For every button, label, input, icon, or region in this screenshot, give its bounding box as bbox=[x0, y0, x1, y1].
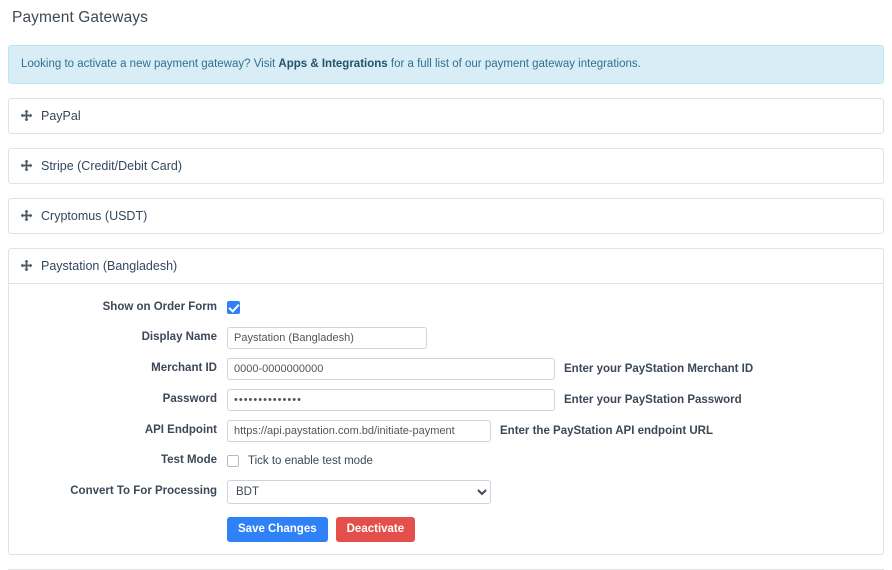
gateway-name-paystation: Paystation (Bangladesh) bbox=[41, 258, 178, 273]
deactivate-button[interactable]: Deactivate bbox=[336, 517, 416, 542]
help-merchant-id: Enter your PayStation Merchant ID bbox=[564, 362, 754, 375]
gateway-header-paypal[interactable] bbox=[9, 99, 883, 133]
form-row-convert-to bbox=[21, 480, 871, 504]
password-input[interactable]: •••••••••••••• bbox=[227, 389, 555, 411]
show-on-order-form-checkbox[interactable] bbox=[227, 301, 240, 314]
label-api-endpoint: API Endpoint bbox=[144, 424, 217, 437]
label-display-name: Display Name bbox=[141, 331, 217, 344]
form-actions bbox=[227, 517, 871, 542]
info-banner-text-before: Looking to activate a new payment gateway? Visit bbox=[21, 58, 279, 70]
gateway-panel-paypal bbox=[8, 98, 884, 134]
drag-handle-icon[interactable] bbox=[21, 110, 32, 121]
label-test-mode: Test Mode bbox=[160, 454, 217, 467]
gateway-name-stripe: Stripe (Credit/Debit Card) bbox=[41, 158, 183, 173]
help-api-endpoint: Enter the PayStation API endpoint URL bbox=[500, 424, 713, 437]
gateway-header-cryptomus[interactable] bbox=[9, 199, 883, 233]
help-password: Enter your PayStation Password bbox=[564, 393, 742, 406]
display-name-input[interactable] bbox=[227, 327, 427, 349]
gateway-header-paystation[interactable] bbox=[9, 249, 883, 283]
info-banner bbox=[8, 45, 884, 84]
gateway-panel-paystation bbox=[8, 248, 884, 555]
api-endpoint-input[interactable] bbox=[227, 420, 491, 442]
gateway-name-paypal: PayPal bbox=[41, 108, 81, 123]
form-row-display-name bbox=[21, 327, 871, 349]
form-row-password bbox=[21, 389, 871, 411]
gateway-list bbox=[8, 98, 884, 555]
drag-handle-icon[interactable] bbox=[21, 210, 32, 221]
paystation-settings-form bbox=[9, 283, 883, 554]
gateway-panel-stripe bbox=[8, 148, 884, 184]
form-row-test-mode bbox=[21, 451, 871, 471]
bottom-divider bbox=[8, 569, 884, 570]
gateway-panel-cryptomus bbox=[8, 198, 884, 234]
convert-to-select[interactable] bbox=[227, 480, 491, 504]
form-row-api-endpoint bbox=[21, 420, 871, 442]
save-changes-button[interactable]: Save Changes bbox=[227, 517, 328, 542]
label-merchant-id: Merchant ID bbox=[151, 362, 217, 375]
test-mode-checkbox[interactable] bbox=[227, 455, 239, 467]
form-row-show-on-order-form bbox=[21, 298, 871, 318]
label-password: Password bbox=[162, 393, 217, 406]
apps-integrations-link[interactable]: Apps & Integrations bbox=[278, 58, 388, 70]
label-show-on-order-form: Show on Order Form bbox=[102, 301, 217, 314]
drag-handle-icon[interactable] bbox=[21, 160, 32, 171]
form-row-merchant-id bbox=[21, 358, 871, 380]
drag-handle-icon[interactable] bbox=[21, 260, 32, 271]
gateway-header-stripe[interactable] bbox=[9, 149, 883, 183]
payment-gateways-page bbox=[0, 9, 892, 570]
test-mode-inline-label: Tick to enable test mode bbox=[248, 454, 373, 467]
merchant-id-input[interactable] bbox=[227, 358, 555, 380]
label-convert-to: Convert To For Processing bbox=[70, 485, 217, 498]
info-banner-text-after: for a full list of our payment gateway integrations. bbox=[387, 58, 641, 70]
page-title: Payment Gateways bbox=[12, 9, 148, 26]
gateway-name-cryptomus: Cryptomus (USDT) bbox=[41, 208, 148, 223]
